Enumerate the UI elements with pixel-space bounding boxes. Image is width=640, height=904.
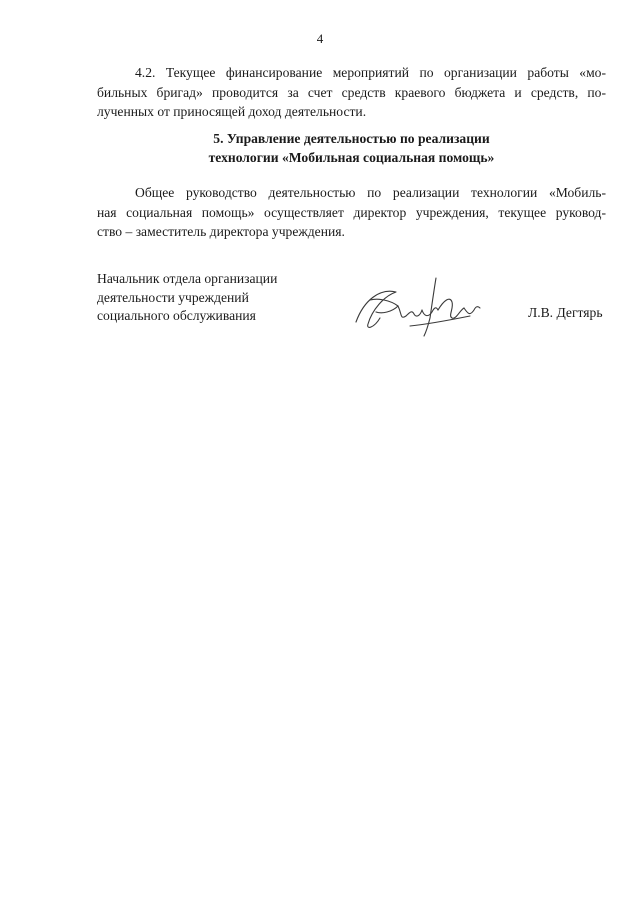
paragraph-line: ство – заместитель директора учреждения.: [97, 224, 345, 239]
handwritten-signature: [350, 270, 485, 340]
signer-name: Л.В. Дегтярь: [528, 305, 603, 320]
paragraph-line: ная социальная помощь» осуществляет директор учреждения, текущее руковод-: [97, 204, 606, 220]
signatory-title-line: деятельности учреждений: [97, 289, 249, 305]
section-5-heading: [97, 130, 606, 167]
paragraph-line: 4.2. Текущее финансирование мероприятий по организации работы «мо-: [135, 65, 606, 80]
paragraph-line: бильных бригад» проводится за счет средств краевого бюджета и средств, по-: [97, 84, 606, 100]
signatory-title: [97, 270, 277, 326]
page-number: 4: [316, 31, 324, 46]
signatory-title-line: социального обслуживания: [97, 308, 256, 323]
heading-line: технологии «Мобильная социальная помощь»: [208, 149, 495, 165]
signatory-title-line: Начальник отдела организации: [97, 271, 278, 286]
heading-line: 5. Управление деятельностью по реализации: [213, 131, 490, 146]
paragraph-line: Общее руководство деятельностью по реализации технологии «Мобиль-: [135, 185, 606, 200]
paragraph-4-2: [97, 63, 606, 122]
paragraph-section-5: [97, 183, 606, 242]
paragraph-line: лученных от приносящей доход деятельности.: [97, 104, 367, 119]
